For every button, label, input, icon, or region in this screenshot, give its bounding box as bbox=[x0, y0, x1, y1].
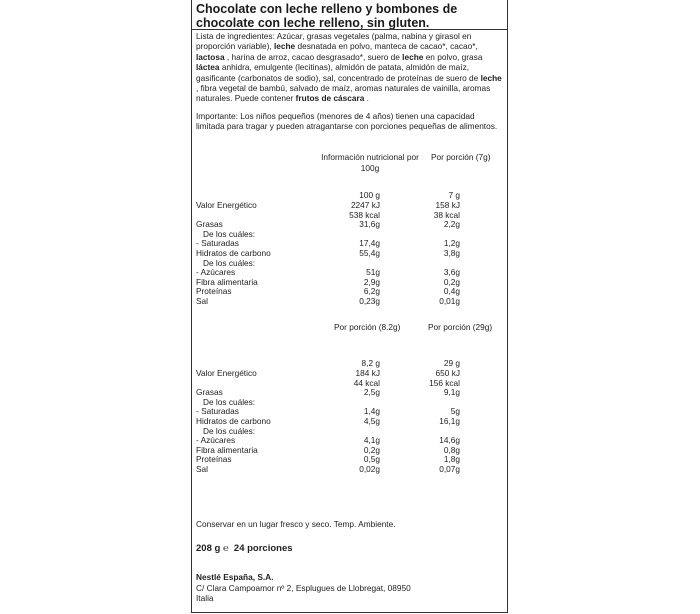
nutrient-value-col2: 38 kcal bbox=[433, 209, 460, 220]
nutrient-label: Proteínas bbox=[196, 454, 232, 465]
ingredient-text: , fibra vegetal de bambú, salvado de maíz, aromas naturales de vainilla, aromas naturales. Puede contener bbox=[196, 83, 491, 104]
nutrient-value-col1: 538 kcal bbox=[349, 209, 380, 220]
ingredients-list bbox=[196, 31, 502, 104]
nutrient-value-col2: 0,2g bbox=[443, 276, 460, 287]
table1-header-col1: Información nutricional por 100g bbox=[321, 152, 419, 173]
nutrient-value-col2: 1,8g bbox=[443, 454, 460, 465]
net-quantity bbox=[196, 543, 293, 554]
nutrient-label: Fibra alimentaria bbox=[196, 444, 258, 455]
nutrient-value-col2: 16,1g bbox=[439, 416, 460, 426]
product-title: Chocolate con leche relleno y bombones de chocolate con leche relleno, sin gluten. bbox=[196, 2, 458, 30]
title-divider bbox=[191, 29, 507, 30]
nutrient-value-col2: 3,6g bbox=[443, 267, 460, 278]
nutrient-label: Valor Energético bbox=[196, 368, 257, 378]
table1-size-col2: 7 g bbox=[448, 190, 460, 200]
nutrient-value-col1: 31,6g bbox=[359, 219, 380, 230]
nutrient-value-col1: 0,02g bbox=[359, 464, 380, 474]
nutrient-label: Fibra alimentaria bbox=[196, 276, 258, 287]
nutrient-value-col1: 17,4g bbox=[359, 238, 380, 249]
nutrient-value-col2: 0,01g bbox=[439, 296, 460, 306]
nutrient-value-col1: 2247 kJ bbox=[350, 200, 380, 210]
nutrient-value-col1: 55,4g bbox=[359, 248, 380, 258]
nutrient-value-col1: 184 kJ bbox=[355, 368, 380, 378]
nutrient-value-col2: 5g bbox=[450, 406, 460, 417]
company-info bbox=[196, 572, 411, 604]
ingredient-text: en polvo, grasa bbox=[423, 51, 483, 62]
nutrient-value-col1: 0,5g bbox=[363, 454, 380, 465]
nutrient-label: Grasas bbox=[196, 387, 223, 398]
estimated-sign-icon: ℮ bbox=[222, 543, 229, 554]
nutrient-label: Proteínas bbox=[196, 286, 232, 297]
nutrient-label: Sal bbox=[196, 296, 208, 306]
nutrient-value-col1: 4,5g bbox=[363, 416, 380, 426]
table1-header-col2: Por porción (7g) bbox=[431, 152, 491, 162]
nutrient-value-col1: 1,4g bbox=[363, 406, 380, 417]
nutrient-value-col2: 158 kJ bbox=[435, 200, 460, 210]
net-weight: 208 g bbox=[196, 543, 221, 554]
nutrient-value-col2: 650 kJ bbox=[435, 368, 460, 378]
ingredient-allergen: leche bbox=[273, 41, 296, 52]
company-country: Italia bbox=[196, 593, 214, 603]
storage-text: Conservar en un lugar fresco y seco. Temp. Ambiente. bbox=[196, 519, 396, 529]
nutrient-label: - Saturadas bbox=[196, 406, 239, 417]
nutrient-value-col2: 14,6g bbox=[439, 435, 460, 446]
table2-header-col1: Por porción (8.2g) bbox=[334, 322, 401, 332]
nutrient-value-col1: 2,5g bbox=[363, 387, 380, 398]
nutrient-value-col1: 0,23g bbox=[359, 296, 380, 306]
company-address: C/ Clara Campoamor nº 2, Esplugues de Llobregat, 08950 bbox=[196, 582, 411, 593]
nutrient-label: De los cuáles: bbox=[203, 257, 256, 268]
ingredient-text: . bbox=[364, 93, 369, 104]
nutrient-label: Sal bbox=[196, 464, 208, 474]
nutrient-label: - Azúcares bbox=[196, 267, 236, 278]
nutrient-value-col1: 4,1g bbox=[363, 435, 380, 446]
ingredient-text: , harina de arroz, cacao desgrasado*, suero de bbox=[224, 51, 403, 62]
nutrient-label: Hidratos de carbono bbox=[196, 248, 271, 258]
nutrient-value-col2: 1,2g bbox=[443, 238, 460, 249]
nutrient-label: De los cuáles: bbox=[203, 425, 256, 436]
nutrient-label: Grasas bbox=[196, 219, 223, 230]
nutrient-label: - Saturadas bbox=[196, 238, 239, 249]
ingredient-allergen: frutos de cáscara bbox=[295, 93, 365, 104]
nutrient-value-col1: 6,2g bbox=[363, 286, 380, 297]
nutrient-label: - Azúcares bbox=[196, 435, 236, 446]
nutrient-label: De los cuáles: bbox=[203, 396, 256, 407]
nutrient-value-col1: 44 kcal bbox=[353, 377, 380, 388]
warning-text: Importante: Los niños pequeños (menores de 4 años) tienen una capacidad limitada para tragar y pueden atragantarse con porciones pequeñas de alimentos. bbox=[196, 111, 498, 132]
table2-header-col2: Por porción (29g) bbox=[428, 322, 493, 332]
nutrient-value-col2: 2,2g bbox=[443, 219, 460, 230]
nutrient-value-col2: 9,1g bbox=[443, 387, 460, 398]
nutrient-value-col2: 3,8g bbox=[443, 248, 460, 258]
company-name: Nestlé España, S.A. bbox=[196, 572, 274, 582]
ingredient-text: Lista de ingredientes: Azúcar, grasas vegetales (palma, nabina y girasol en proporción variable), bbox=[196, 31, 472, 52]
nutrient-value-col1: 2,9g bbox=[363, 276, 380, 287]
nutrient-value-col2: 0,4g bbox=[443, 286, 460, 297]
nutrient-value-col2: 0,8g bbox=[443, 444, 460, 455]
nutrient-label: De los cuáles: bbox=[203, 228, 256, 239]
nutrient-value-col1: 51g bbox=[366, 267, 380, 278]
nutrient-value-col1: 0,2g bbox=[363, 444, 380, 455]
ingredient-allergen: leche bbox=[402, 51, 424, 62]
table2-size-col2: 29 g bbox=[443, 358, 460, 368]
ingredient-text: desnatada en polvo, manteca de cacao*, cacao*, bbox=[295, 41, 478, 52]
table2-size-col1: 8,2 g bbox=[361, 358, 380, 368]
nutrient-value-col2: 0,07g bbox=[439, 464, 460, 474]
table1-size-col1: 100 g bbox=[359, 190, 380, 200]
nutrient-value-col2: 156 kcal bbox=[429, 377, 460, 388]
ingredient-text: anhidra, emulgente (lecitinas), almidón de patata, almidón de maíz, gasificante (carbonatos de sodio), sal, concentrado de proteínas de suero de bbox=[196, 62, 481, 83]
ingredient-allergen: láctea bbox=[196, 62, 220, 73]
nutrient-label: Valor Energético bbox=[196, 200, 257, 210]
ingredient-allergen: lactosa bbox=[196, 51, 225, 62]
portions-count: 24 porciones bbox=[233, 543, 293, 554]
ingredient-allergen: leche bbox=[480, 72, 502, 83]
nutrient-label: Hidratos de carbono bbox=[196, 416, 271, 426]
